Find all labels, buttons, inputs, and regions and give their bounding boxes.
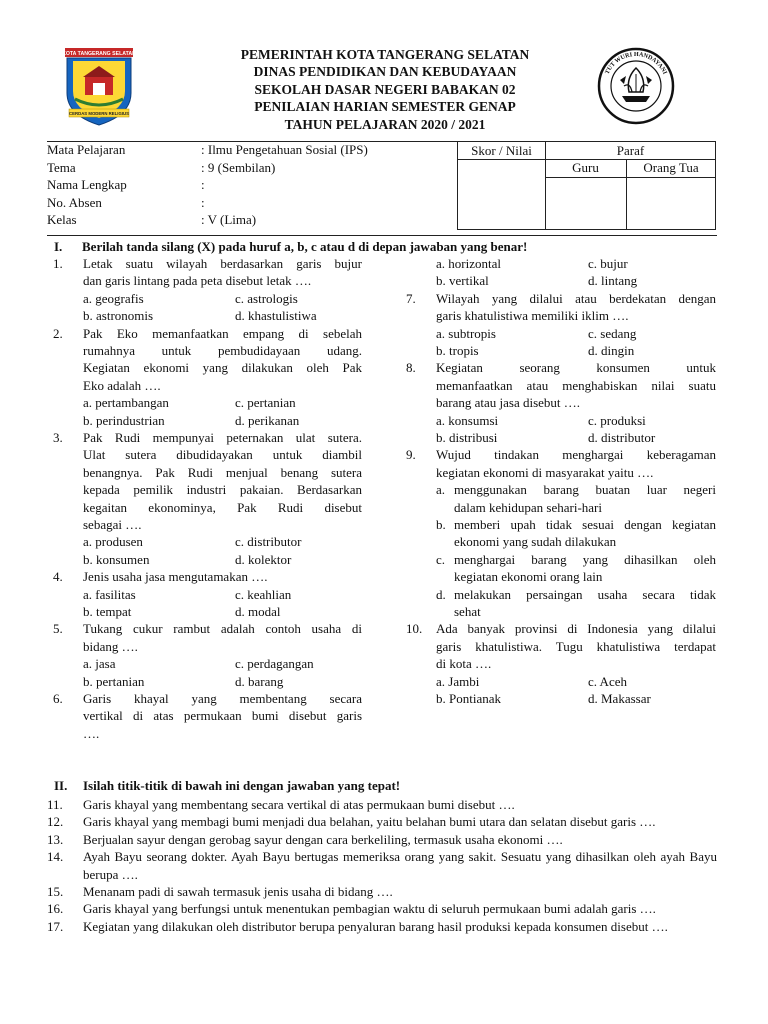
option-row (47, 655, 362, 672)
option-b[interactable]: b. astronomis (83, 308, 154, 324)
question-8 (400, 359, 716, 411)
question-16 (47, 900, 717, 917)
question-9 (400, 446, 716, 481)
option-row (47, 586, 362, 603)
option-list (400, 481, 716, 620)
option-row (47, 551, 362, 568)
question-14 (47, 848, 717, 883)
option-c[interactable]: c. perdagangan (235, 656, 314, 672)
option-a[interactable]: a. Jambi (436, 673, 480, 689)
option-text: melakukan persaingan usaha secara tidak (454, 586, 716, 602)
option-b[interactable]: b. tropis (436, 342, 479, 358)
info-value: : V (Lima) (201, 212, 257, 228)
section-number: II. (54, 778, 68, 793)
question-text: memanfaatkan atau menghabiskan nilai suatu (436, 377, 716, 393)
question-2 (47, 325, 362, 395)
option-row (47, 533, 362, 550)
option-letter: c. (436, 551, 446, 567)
info-value: : Ilmu Pengetahuan Sosial (IPS) (201, 142, 368, 157)
option-text: menggunakan barang buatan luar negeri (454, 482, 716, 498)
question-text: Garis khayal yang membentang secara vertikal di atas permukaan bumi disebut …. (83, 797, 515, 812)
info-value: : 9 (Sembilan) (201, 159, 276, 175)
question-13 (47, 831, 717, 848)
info-label: Mata Pelajaran (47, 142, 126, 157)
option-a[interactable]: a. pertambangan (83, 395, 169, 411)
header-line-3: SEKOLAH DASAR NEGERI BABAKAN 02 (254, 81, 516, 97)
info-row-name (47, 176, 447, 194)
option-text: ekonomi yang sudah dilakukan (454, 534, 617, 550)
question-text: garis khatulistiwa. Tugu khatulistiwa terdapat (436, 638, 716, 654)
question-17 (47, 918, 717, 935)
section-2-heading (54, 777, 724, 796)
question-text: Ada banyak provinsi di Indonesia yang dilalui (436, 621, 716, 637)
question-text: Pak Rudi mempunyai peternakan ulat sutera. (83, 430, 362, 445)
info-value: : (201, 194, 205, 210)
option-a[interactable]: a. jasa (83, 656, 116, 672)
question-text: di kota …. (436, 656, 492, 672)
option-row (47, 412, 362, 429)
option-d[interactable]: d. lintang (588, 273, 638, 289)
question-1 (47, 255, 362, 290)
svg-text:TUT WURI HANDAYANI (604, 51, 669, 76)
option-letter: b. (436, 517, 446, 532)
section-number: I. (54, 239, 63, 254)
option-a[interactable]: a. konsumsi (436, 412, 499, 428)
score-signature-table (457, 141, 716, 230)
option-d[interactable]: d. distributor (588, 429, 656, 445)
question-text: Garis khayal yang membagi bumi menjadi dua belahan, yaitu belahan bumi utara dan selatan disebut garis …. (83, 814, 656, 830)
option-text: memberi upah tidak sesuai dengan kegiatan (454, 517, 716, 532)
section-instruction: Isilah titik-titik di bawah ini dengan jawaban yang tepat! (83, 778, 401, 793)
question-number: 1. (53, 256, 63, 271)
option-row (47, 307, 362, 324)
question-number: 6. (53, 691, 63, 706)
info-label: Nama Lengkap (47, 177, 127, 193)
option-text: sehat (454, 604, 481, 620)
option-letter: d. (436, 586, 446, 602)
option-row (400, 342, 716, 359)
option-a[interactable]: a. produsen (83, 534, 143, 550)
option-text: dalam kehidupan sehari-hari (454, 499, 602, 515)
option-b[interactable]: b. distribusi (436, 429, 498, 445)
info-row-theme (47, 159, 447, 177)
option-c[interactable]: c. distributor (235, 534, 302, 550)
option-row (400, 690, 716, 707)
question-number: 13. (47, 831, 64, 847)
question-text: benangnya. Pak Rudi menjual benang sutera (83, 464, 362, 480)
option-b[interactable] (400, 516, 716, 551)
info-label: Tema (47, 159, 76, 175)
paraf-header: Paraf (616, 143, 645, 158)
option-row (47, 673, 362, 690)
option-row (47, 394, 362, 411)
option-a[interactable]: a. fasilitas (83, 586, 136, 602)
question-text: Letak suatu wilayah berdasarkan garis bujur (83, 256, 362, 271)
option-row (400, 412, 716, 429)
question-12 (47, 813, 717, 830)
option-c[interactable]: c. produksi (588, 412, 646, 428)
question-number: 3. (53, 430, 63, 445)
option-b[interactable]: b. Pontianak (436, 691, 501, 707)
question-text: Ulat sutera dibudidayakan untuk diambil (83, 447, 362, 463)
question-number: 16. (47, 901, 64, 917)
option-a[interactable]: a. subtropis (436, 325, 496, 341)
question-text: Garis khayal yang membentang secara (83, 691, 362, 706)
question-number: 2. (53, 325, 63, 341)
option-c[interactable]: c. Aceh (588, 673, 627, 689)
question-text: garis khatulistiwa memiliki iklim …. (436, 308, 629, 324)
question-text: Jenis usaha jasa mengutamakan …. (83, 569, 268, 585)
option-a[interactable]: a. horizontal (436, 256, 501, 271)
info-label: Kelas (47, 212, 77, 228)
header-line-5: TAHUN PELAJARAN 2020 / 2021 (284, 116, 486, 132)
question-text: Berjualan sayur dengan gerobag sayur dengan cara berkeliling, termasuk usaha ekonomi …. (83, 831, 563, 847)
option-c[interactable]: c. keahlian (235, 586, 292, 602)
question-4 (47, 568, 362, 585)
section-1-heading (54, 238, 724, 256)
section-2 (47, 777, 717, 935)
question-text: bidang …. (83, 638, 138, 654)
option-d[interactable]: d. modal (235, 604, 281, 620)
tangerang-selatan-emblem-icon (63, 47, 135, 129)
option-row (400, 429, 716, 446)
question-text: Garis khayal yang berfungsi untuk menentukan pembagian waktu di seluruh permukaan bumi adalah garis …. (83, 901, 656, 917)
question-text: vertikal di atas permukaan bumi disebut garis (83, 708, 362, 724)
question-number: 14. (47, 849, 64, 865)
question-7 (400, 290, 716, 325)
option-row (400, 325, 716, 342)
option-letter: a. (436, 482, 446, 498)
question-3 (47, 429, 362, 533)
question-text: Wilayah yang dilalui atau berdekatan dengan (436, 290, 716, 306)
info-label: No. Absen (47, 194, 102, 210)
question-number: 9. (406, 447, 416, 463)
question-text: Kegiatan seorang konsumen untuk (436, 360, 716, 376)
logo-banner-top: KOTA TANGERANG SELATAN (63, 51, 135, 57)
question-text: barang atau jasa disebut …. (436, 395, 581, 411)
question-text: Menanam padi di sawah termasuk jenis usaha di bidang …. (83, 884, 393, 900)
option-b[interactable]: b. pertanian (83, 673, 145, 689)
logo-banner-bottom: CERDAS MODERN RELIGIUS (69, 111, 129, 116)
question-text: Pak Eko memanfaatkan empang di sebelah (83, 325, 362, 341)
question-number: 15. (47, 884, 64, 900)
option-d[interactable]: d. kolektor (235, 551, 292, 567)
option-row (47, 603, 362, 620)
letterhead (170, 46, 600, 133)
info-row-class (47, 211, 447, 229)
option-text: kegiatan ekonomi orang lain (454, 569, 603, 585)
option-d[interactable]: d. barang (235, 673, 284, 689)
question-number: 10. (406, 621, 423, 637)
option-d[interactable]: d. dingin (588, 342, 635, 358)
question-number: 7. (406, 290, 416, 306)
questions-right-column (400, 255, 716, 707)
header-line-2: DINAS PENDIDIKAN DAN KEBUDAYAAN (253, 64, 517, 80)
option-row (400, 272, 716, 289)
question-text: kegaitan ekonominya, Pak Rudi disebut (83, 499, 362, 515)
question-text: dan garis lintang pada peta disebut letak …. (83, 273, 312, 289)
question-text: rumahnya untuk pembudidayaan udang. (83, 343, 362, 358)
option-row (47, 290, 362, 307)
info-value: : (201, 177, 205, 193)
question-6 (47, 690, 362, 742)
header-line-1: PEMERINTAH KOTA TANGERANG SELATAN (240, 47, 530, 62)
questions-left-column (47, 255, 362, 742)
student-info (47, 141, 447, 229)
tut-wuri-handayani-emblem-icon (596, 46, 676, 126)
option-b[interactable]: b. perindustrian (83, 412, 165, 428)
option-b[interactable]: b. konsumen (83, 551, 150, 567)
question-text: sebagai …. (83, 517, 142, 533)
option-c[interactable]: c. pertanian (235, 395, 296, 411)
option-c[interactable]: c. bujur (588, 256, 628, 271)
question-text: Kegiatan yang dilakukan oleh distributor berupa penyaluran barang hasil produksi kepada konsumen disebut …. (83, 918, 668, 934)
option-row (400, 255, 716, 272)
option-c[interactable]: c. astrologis (235, 290, 298, 306)
question-number: 8. (406, 360, 416, 376)
question-number: 4. (53, 569, 63, 585)
question-text: Tukang cukur rambut adalah contoh usaha di (83, 621, 362, 637)
question-15 (47, 883, 717, 900)
option-d[interactable] (400, 586, 716, 621)
header-line-4: PENILAIAN HARIAN SEMESTER GENAP (254, 99, 516, 115)
guru-signature-field[interactable] (546, 178, 625, 229)
orang-tua-header: Orang Tua (643, 160, 699, 175)
question-text: Ayah Bayu seorang dokter. Ayah Bayu bertugas memeriksa orang yang sakit. Sesuatu yang dihasilkan oleh ayah Bayu berupa …. (83, 849, 717, 882)
question-10 (400, 620, 716, 672)
question-11 (47, 796, 717, 813)
guru-header: Guru (572, 160, 599, 175)
question-text: kegiatan ekonomi di masyarakat yaitu …. (436, 464, 654, 480)
info-row-absen (47, 194, 447, 212)
option-d[interactable]: d. Makassar (588, 691, 651, 707)
question-5 (47, 620, 362, 655)
option-c[interactable] (400, 551, 716, 586)
option-b[interactable]: b. vertikal (436, 273, 489, 289)
logo-ring-text: TUT WURI HANDAYANI (603, 50, 669, 76)
orang-tua-signature-field[interactable] (627, 178, 715, 229)
option-text: menghargai barang yang dihasilkan oleh (454, 551, 716, 567)
question-text: …. (83, 725, 100, 741)
option-d[interactable]: d. perikanan (235, 412, 300, 428)
question-text: Kegiatan ekonomi yang dilakukan oleh Pak (83, 360, 362, 376)
option-row (400, 673, 716, 690)
option-c[interactable]: c. sedang (588, 325, 637, 341)
option-a[interactable]: a. geografis (83, 290, 144, 306)
option-d[interactable]: d. khastulistiwa (235, 308, 317, 324)
info-bottom-rule (47, 235, 717, 236)
question-number: 11. (47, 797, 63, 812)
question-number: 12. (47, 814, 64, 830)
question-number: 5. (53, 621, 63, 637)
question-text: Eko adalah …. (83, 377, 161, 393)
question-text: Wujud tindakan menghargai keberagaman (436, 447, 716, 463)
info-row-subject (47, 141, 447, 159)
option-b[interactable]: b. tempat (83, 604, 132, 620)
question-text: kepada pemilik industri pakaian. Berdasarkan (83, 482, 362, 498)
question-number: 17. (47, 918, 64, 934)
score-field[interactable] (459, 160, 544, 229)
section-instruction: Berilah tanda silang (X) pada huruf a, b, c atau d di depan jawaban yang benar! (82, 239, 528, 254)
score-header: Skor / Nilai (471, 143, 532, 158)
option-a[interactable] (400, 481, 716, 516)
